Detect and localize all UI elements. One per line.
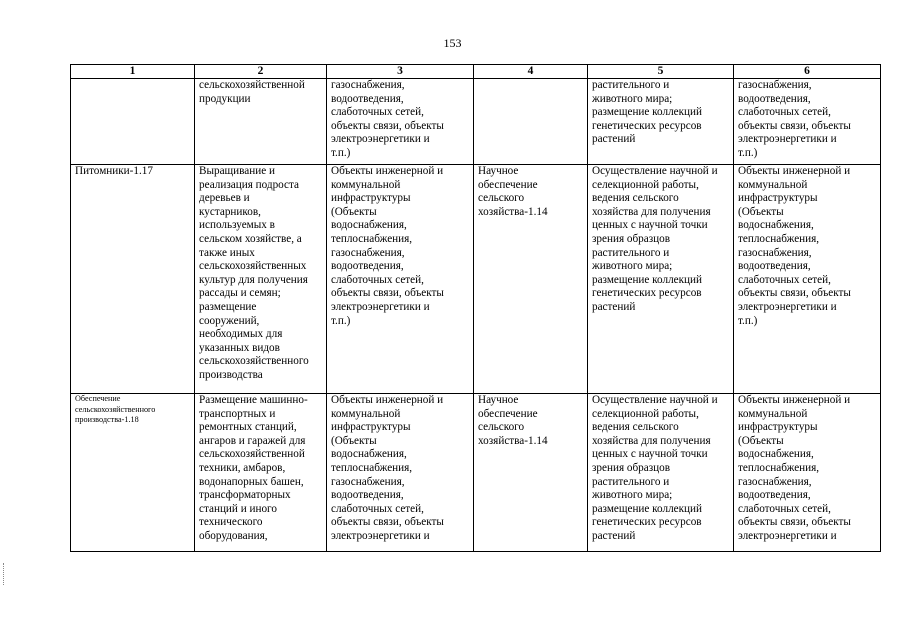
cell-code — [71, 79, 195, 165]
cell-code: Питомники-1.17 — [71, 165, 195, 394]
page-number: 153 — [443, 36, 462, 50]
cell-conditional-auxiliary: Объекты инженерной и коммунальной инфраструктуры (Объекты водоснабжения, теплоснабжения, газоснабжения, водоотведения, слаботочных сетей, объекты связи, объекты электроэнергетики и — [734, 394, 881, 552]
cell-auxiliary-uses: Объекты инженерной и коммунальной инфраструктуры (Объекты водоснабжения, теплоснабжения, газоснабжения, водоотведения, слаботочных сетей, объекты связи, объекты электроэнергетики и т.п.) — [327, 165, 474, 394]
cell-conditional-description: Осуществление научной и селекционной работы, ведения сельского хозяйства для получения ценных с научной точки зрения образцов растительного и животного мира; размещение коллекций генетических ресурсов растений — [588, 165, 734, 394]
cell-conditional-description: растительного и животного мира; размещение коллекций генетических ресурсов растений — [588, 79, 734, 165]
cell-conditional-description: Осуществление научной и селекционной работы, ведения сельского хозяйства для получения ценных с научной точки зрения образцов растительного и животного мира; размещение коллекций генетических ресурсов растений — [588, 394, 734, 552]
table-row — [71, 79, 881, 165]
cell-conditional-auxiliary: газоснабжения, водоотведения, слаботочных сетей, объекты связи, объекты электроэнергетики и т.п.) — [734, 79, 881, 165]
scan-margin-mark — [3, 563, 7, 585]
cell-description: Размещение машинно- транспортных и ремонтных станций, ангаров и гаражей для сельскохозяйственной техники, амбаров, водонапорных башен, трансформаторных станций и иного технического оборудования, — [195, 394, 327, 552]
header-row — [71, 65, 881, 79]
cell-description: сельскохозяйственной продукции — [195, 79, 327, 165]
cell-conditional-use — [474, 79, 588, 165]
column-header-3: 3 — [327, 65, 474, 79]
cell-code: Обеспечение сельскохозяйственного производства-1.18 — [71, 394, 195, 552]
zoning-table — [70, 64, 881, 552]
table-row — [71, 394, 881, 552]
cell-auxiliary-uses: газоснабжения, водоотведения, слаботочных сетей, объекты связи, объекты электроэнергетики и т.п.) — [327, 79, 474, 165]
column-header-6: 6 — [734, 65, 881, 79]
cell-conditional-use: Научное обеспечение сельского хозяйства-1.14 — [474, 165, 588, 394]
column-header-5: 5 — [588, 65, 734, 79]
cell-auxiliary-uses: Объекты инженерной и коммунальной инфраструктуры (Объекты водоснабжения, теплоснабжения, газоснабжения, водоотведения, слаботочных сетей, объекты связи, объекты электроэнергетики и — [327, 394, 474, 552]
column-header-1: 1 — [71, 65, 195, 79]
cell-conditional-auxiliary: Объекты инженерной и коммунальной инфраструктуры (Объекты водоснабжения, теплоснабжения, газоснабжения, водоотведения, слаботочных сетей, объекты связи, объекты электроэнергетики и т.п.) — [734, 165, 881, 394]
cell-description: Выращивание и реализация подроста деревьев и кустарников, используемых в сельском хозяйстве, а также иных сельскохозяйственных культур для получения рассады и семян; размещение сооружений, необходимых для указанных видов сельскохозяйственного производства — [195, 165, 327, 394]
column-header-4: 4 — [474, 65, 588, 79]
cell-conditional-use: Научное обеспечение сельского хозяйства-1.14 — [474, 394, 588, 552]
table-row — [71, 165, 881, 394]
column-header-2: 2 — [195, 65, 327, 79]
